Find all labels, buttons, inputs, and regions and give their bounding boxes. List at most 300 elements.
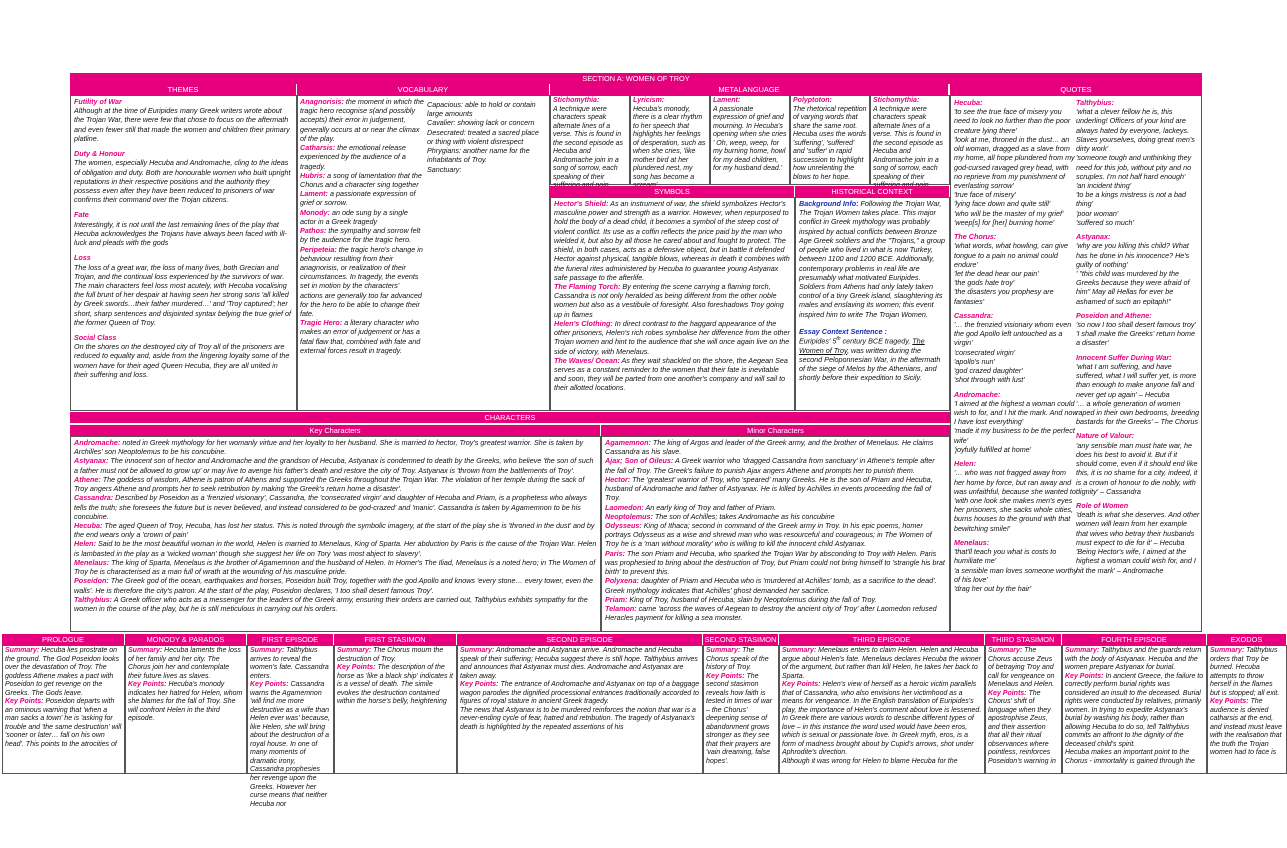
character-description: Described by Poseidon as a 'frenzied visionary', Cassandra, the 'consecrated virgin' and daughter of Hecuba and Priam, is a prophetess who always tells the truth; she foresees the future but is never believed, and instead considered to be god-crazed' and 'manic'. Cassandra is taken by Agamemnon to be his concubine. <box>74 493 587 521</box>
metalanguage-item <box>550 95 630 185</box>
theme-block <box>74 210 293 247</box>
episode-summary <box>128 647 244 681</box>
character-description: The aged Queen of Troy, Hecuba, has lost her status. This is noted through the symbolic imagery, at the start of the play she is 'throned in the dust' and by the end wears only a 'crown of pain' <box>74 520 595 540</box>
vocab-word: Cavalier: showing lack or concern <box>427 118 535 128</box>
episode-summary <box>1065 647 1204 673</box>
character-description: King of Troy, husband of Hecuba; slain by Neoptolemus during the fall of Troy. <box>627 594 877 604</box>
episode-panel <box>985 645 1062 774</box>
theme-block <box>74 97 293 143</box>
character-name: Ajax; Son of Oileus: <box>605 456 674 466</box>
episode-header: EXODOS <box>1207 634 1286 645</box>
vocab-word: Desecrated: treated a sacred place or thing with violent disrespect <box>427 127 539 146</box>
background-info-label: Background Info: <box>799 199 859 208</box>
quote-speaker: Role of Women <box>1076 500 1129 510</box>
character-name: Agamemnon: <box>605 438 651 447</box>
quote-speaker: Andromache: <box>954 389 1001 399</box>
themes-panel <box>70 95 297 411</box>
quote-line: ' "this child was murdered by the Greeks because they were afraid of him" May all Hellas for ever be ashamed of such an epitaph!" <box>1076 268 1190 306</box>
quote-line: 'who will be the master of my grief' <box>954 208 1064 218</box>
character-description: King of Ithaca; second in command of the Greek army in Troy. In his epic poems, homer portrays Odysseus as a wise and shrewd man who was resourceful and courageous; in The Women of Troy he is a 'man without morality' who is willing to kill the innocent child Astyanax. <box>605 520 932 549</box>
minor-characters-panel <box>601 436 950 632</box>
episode-summary <box>1210 647 1284 698</box>
vocab-definition: the tragic hero's change in behaviour resulting from their anagnorisis, or realization of their circumstances. In tragedy, the events set in motion by the characters' actions are generally too far advanced for the hero to be able to change their fate. <box>300 244 423 319</box>
metalanguage-term: Stichomythia: <box>553 97 600 104</box>
episode-panel <box>2 645 125 774</box>
quote-line: 'suffered so much' <box>1076 217 1134 227</box>
episode-key-points <box>706 673 776 767</box>
metalanguage-item <box>790 95 870 185</box>
symbols-header: SYMBOLS <box>550 186 794 197</box>
symbol-term: Hector's Shield: <box>554 199 609 208</box>
character-entry <box>74 475 597 493</box>
quote-group <box>1076 311 1200 348</box>
character-name: Andromache: <box>74 438 121 447</box>
character-entry <box>605 503 946 512</box>
character-entry <box>605 595 946 604</box>
theme-title: Futility of War <box>74 97 122 106</box>
symbol-text: By entering the scene carrying a flaming torch, Cassandra is not only heralded as being different from the other noble women but also as a vestibule of foresight. Also foreshadows Troy going up in flames <box>554 281 784 319</box>
episode-header: MONODY & PARADOS <box>125 634 246 645</box>
vocab-definition: a song of lamentation that the Chorus and a character sing together <box>300 170 422 189</box>
key-points-text: The Chorus' shift of language when they apostrophise Zeus, and their assertion that all their ritual observances where pointless, reinforces Poseidon's warning in <box>988 689 1056 765</box>
theme-block <box>74 149 293 204</box>
character-description: An early king of Troy and father of Priam. <box>643 502 776 512</box>
summary-text: Talthybius and the guards return with the body of Astyanax. Hecuba and the women prepare Astyanax for burial. <box>1065 647 1202 672</box>
vocab-entry <box>300 171 424 189</box>
quote-group <box>1076 431 1200 496</box>
characters-header: CHARACTERS <box>70 412 950 423</box>
character-description: A Greek warrior who 'dragged Cassandra from sanctuary' in Athene's temple after the fall of Troy. The Greek's failure to punish Ajax angers Athene and prompts her to punish them. <box>605 456 935 475</box>
vocab-right-list <box>427 100 547 400</box>
quote-group <box>1076 353 1200 427</box>
symbol-term: The Waves/ Ocean: <box>554 355 620 365</box>
quote-line: 'poor woman' <box>1076 208 1119 218</box>
quote-line: 'the gods hate troy' <box>954 278 1015 288</box>
character-name: Astyanax: <box>74 456 109 466</box>
key-points-label: Key Points: <box>782 681 821 689</box>
symbol-text: As they wait shackled on the shore, the Aegean Sea serves as a constant reminder to the women that their fate is inevitable and soon, they will be parted from one another's company and will sail to their allotted locations. <box>554 355 788 393</box>
metalanguage-definition: Hecuba's monody, there is a clear rhythm to her speech that highlights her feelings of desperation, such as when she cries, 'like mother bird at her plundered nest, my song has become a <box>633 105 706 181</box>
character-name: Talthybius: <box>74 594 113 604</box>
key-points-text: The entrance of Andromache and Astyanax on top of a baggage wagon parodies the dignified processional entrances traditionally accorded to figures of royal stature in ancient Greek tragedy. <box>460 681 700 706</box>
vocab-definition: a passionate expression of grief or sorrow. <box>300 189 416 208</box>
theme-title: Fate <box>74 210 89 220</box>
character-entry <box>74 558 597 576</box>
symbol-entry <box>554 199 791 282</box>
quote-group <box>954 538 1078 593</box>
character-description: came 'across the waves of Aegean to destroy the ancient city of Troy' after Laomedon refused Heracles payment for killing a sea monster. <box>605 603 937 623</box>
symbol-entry <box>554 319 791 356</box>
character-description: The innocent son of hector and Andromache and the grandson of Hecuba, Astyanax is condemned to death by the Greeks, who believe 'the son of such a father must not be allowed to grow up' or may live to avenge his father's death and restore the city of Troy. Astyanax is 'thrown from the battlements of Troy'. <box>74 456 594 475</box>
key-points-text: Helen's view of herself as a heroic victim parallels that of Cassandra, who also envisions her victimhood as a means for vengeance. In the English translation of Euripides's play, the importance of Helen's comment about love is lessened. In Greek there are various words to describe different types of love – in this instance the word used would have been eros, which is sexual or passionate love. In Greek myth, eros, is a form of madness brought about by Cupid's arrows, shot under Aphrodite's direction. <box>782 681 982 757</box>
quote-speaker: Astyanax: <box>1076 232 1111 242</box>
episode-panel <box>247 645 334 808</box>
vocab-entry <box>300 189 424 207</box>
quote-line: 'weep[s] for [her] burning home' <box>954 217 1055 227</box>
character-description: The king of Sparta, Menelaus is the brother of Agamemnon and the husband of Helen. In Homer's The Iliad, Menelaus is a noted hero; in The Women of Troy he is characterised as a man full of wrath at the wounding of his masculine pride. <box>74 557 596 577</box>
character-name: Telamon: <box>605 603 637 613</box>
metalanguage-term: Polyptoton: <box>793 97 832 104</box>
summary-text: Andromache and Astyanax arrive. Andromache and Hecuba speak of their suffering; Hecuba suggest there is still hope. Talthybius arrives and announces that Astyanax must dies. Andromache and Astyanax are taken away. <box>460 647 698 680</box>
character-name: Laomedon: <box>605 502 644 512</box>
metalanguage-header: METALANGUAGE <box>550 84 948 95</box>
episode-summary <box>706 647 776 673</box>
section-title: SECTION A: WOMEN OF TROY <box>70 73 1202 84</box>
episode-header: SECOND EPISODE <box>457 634 702 645</box>
episode-key-points <box>1210 698 1284 758</box>
theme-text: Although at the time of Euripides many Greek writers wrote about the Trojan War, there were few that chose to focus on the aftermath and even fewer still that made the women and children their primary platline. <box>74 106 290 143</box>
essay-context-label: Essay Context Sentence : <box>799 326 887 336</box>
summary-text: Hecuba laments the loss of her family and her city. The Chorus join her and contemplate their future lives as slaves. <box>128 647 241 680</box>
metalanguage-item <box>870 95 950 185</box>
episode-key-points <box>128 681 244 724</box>
vocab-term: Tragic Hero: <box>300 318 343 328</box>
quote-line: 'to be a kings mistress is not a bad thing' <box>1076 190 1187 209</box>
vocab-entry <box>300 143 424 171</box>
character-name: Hector: <box>605 474 631 484</box>
character-entry <box>605 521 946 549</box>
minor-characters-header: Minor Characters <box>601 425 950 436</box>
essay-context-text: Euripides' 5th century BCE tragedy, The Women of Troy, was written during the second Peloponnesian War, in the aftermath of the siege of Melos by the Athenians, and shortly before their expedition to Sicily. <box>799 336 941 383</box>
quotes-right-list <box>1076 98 1200 630</box>
episode-summary <box>250 647 331 681</box>
summary-text: The Chorus accuse Zeus of betraying Troy and call for vengeance on Menelaus and Helen. <box>988 647 1055 689</box>
symbol-term: Helen's Clothing: <box>554 318 613 328</box>
quote-group <box>954 98 1078 227</box>
episode-panel <box>1062 645 1207 774</box>
character-description: The Greek god of the ocean, earthquakes and horses, Poseidon built Troy, together with the god Apollo and knows 'every stone… every tower, even the walls'. He is therefore the city's patron. At the start of the play, Poseidon declares, 'I too shall desert famous Troy'. <box>74 576 594 595</box>
quote-speaker: Cassandra: <box>954 310 994 320</box>
symbols-panel <box>550 197 795 411</box>
quote-line: 'I aimed at the highest a woman could wish to for, and I hit the mark. And now I have lost everything' <box>954 398 1078 427</box>
quote-speaker: Hecuba: <box>954 98 983 107</box>
episode-panel <box>779 645 985 774</box>
quote-line: '… the frenzied visionary whom even the god Apollo left untouched as a virgin' <box>954 320 1072 348</box>
character-description: Said to be the most beautiful woman in the world, Helen is married to Menelaus, King of Sparta. Her abduction by Paris is the cause of the Trojan War. Helen is lambasted in the play as a 'wicked woman' though she suggest her life on Tory 'was most abject to slavery'. <box>74 539 597 558</box>
quote-line: 'so now I too shall desert famous troy' <box>1076 320 1196 330</box>
key-points-text: Cassandra warns the Agamemnon 'will find me more destructive as a wife than Helen ever was' because, like Helen, she will bring about the destruction of a royal house. In one of many moments of dramatic irony, Cassandra prophesies her revenge upon the Greeks. However her curse means that neither Hecuba nor <box>250 681 330 808</box>
key-points-label: Key Points: <box>128 681 167 689</box>
quote-line: 'the disasters you prophesy are fantasies' <box>954 287 1054 306</box>
episode-panel <box>125 645 247 774</box>
vocab-left-list <box>300 97 424 409</box>
episode-header: THIRD STASIMON <box>985 634 1061 645</box>
vocab-definition: the moment in which the tragic hero recognise s(and possibly accepts) their error in judgement, generally occurs at or near the climax of the play. <box>300 97 424 143</box>
historical-header: HISTORICAL CONTEXT <box>795 186 949 197</box>
character-description: daughter of Priam and Hecuba who is 'murdered at Achilles' tomb, as a sacrifice to the dead'. Greek mythology indicates that Achilles' ghost demanded her sacrifice. <box>605 576 937 595</box>
theme-text: The women, especially Hecuba and Andromache, cling to the ideas of obligation and duty. Both are honourable women who built upright reputations in their respective positions and the authority they possess even after they have been reduced to prisoners of war confirms their command over the Trojan citizens. <box>74 158 291 205</box>
background-info-text: Following the Trojan War, The Trojan Women takes place. This major conflict in Greek mythology was probably inspired by actual conflicts between Bronze Age Greek soldiers and the "Trojans," a group of people who lived in what is now Turkey, between 1100 and 1200 BCE. Additionally, contemporary problems in real life are presumably what motivated Euripides. Soldiers from Athens had only lately taken control of a tiny Greek island, slaughtering its males and enslaving its women; this event inspired him to write The Trojan Women. <box>799 199 946 319</box>
quote-group <box>954 311 1078 385</box>
quote-group <box>1076 501 1200 575</box>
summary-label: Summary: <box>337 647 372 654</box>
character-entry <box>605 604 946 622</box>
vocab-term: Anagnorisis: <box>300 97 344 106</box>
quote-line: 'consecrated virgin' <box>954 347 1016 357</box>
quote-line: 'an incident thing' <box>1076 180 1132 190</box>
summary-text: Talthybius orders that Troy be burned. Hecuba attempts to throw herself in the flames but is stopped; all exit. <box>1210 647 1280 697</box>
symbol-term: The Flaming Torch: <box>554 281 621 291</box>
summary-label: Summary: <box>460 647 495 654</box>
episode-panel <box>457 645 703 774</box>
episode-summary <box>5 647 122 698</box>
character-description: The 'greatest' warrior of Troy, who 'speared' many Greeks. He is the son of Priam and Hecuba, husband of Andromache and father of Astyanax. He is killed by Achilles in events proceeding the fall of Troy. <box>605 474 933 503</box>
quote-group <box>954 390 1078 455</box>
vocab-term: Hubris: <box>300 170 326 180</box>
character-name: Helen: <box>74 539 96 549</box>
key-points-text: Poseidon departs with an ominous warning that 'when a man sacks a town' he is 'asking for trouble and 'the same destruction' will 'sooner or later… fall on his own head'. This points to the atrocities of <box>5 698 122 748</box>
character-name: Odysseus: <box>605 520 642 530</box>
quote-line: 'look at me, throned in the dust… an old woman, dragged as a slave from my home, all hope plundered from my god-cursed ravaged grey head, with no reprieve from my punishment of everlasting sorrow' <box>954 134 1075 190</box>
quote-speaker: Innocent Suffer During War: <box>1076 352 1172 362</box>
quote-speaker: Menelaus: <box>954 537 990 547</box>
quote-line: 'made it my business to be the perfect wife' <box>954 426 1075 445</box>
quote-speaker: Talthybius: <box>1076 98 1115 107</box>
quote-group <box>1076 98 1200 227</box>
metalanguage-panel <box>550 95 950 185</box>
summary-label: Summary: <box>988 647 1023 654</box>
episode-header: THIRD EPISODE <box>779 634 984 645</box>
summary-label: Summary: <box>1065 647 1100 654</box>
summary-text: Hecuba lies prostrate on the ground. The God Poseidon looks over the devastation of Troy. The goddess Athene makes a pact with Poseidon to get revenge on the Greeks. The Gods leave. <box>5 647 120 697</box>
vocabulary-panel <box>297 95 550 411</box>
symbol-entry <box>554 356 791 393</box>
quote-line: '… who was not fragged away from her home by force, but ran away and was unfaithful, because she wanted to' <box>954 468 1078 496</box>
character-description: The son Priam and Hecuba, who sparked the Trojan War by absconding to Troy with Helen. Paris was prophesied to bring about the destruction of Troy, but Priam could not bring himself to 'strangle his brat birth' to prevent this. <box>605 548 945 577</box>
episode-header: SECOND STASIMON <box>704 635 777 644</box>
quote-group <box>954 459 1078 533</box>
quote-line: 'what words, what howling, can give tongue to a pain no animal could endure' <box>954 241 1069 269</box>
character-entry <box>605 576 946 594</box>
episode-panel <box>1207 645 1287 774</box>
themes-header: THEMES <box>70 84 296 95</box>
quote-line: '… a whole generation of women raped in their own bedrooms, breeding bastards for the Greeks' – The Chorus <box>1076 398 1200 427</box>
quote-line: 'that'll teach you what is costs to humiliate me' <box>954 547 1057 566</box>
character-entry <box>74 456 597 474</box>
vocab-definition: an ode sung by a single actor in a Greek tragedy <box>300 207 408 226</box>
character-description: noted in Greek mythology for her womanly virtue and her loyalty to her husband. She is married to hector, Troy's greatest warrior. She is taken by Archilles' son Neoptolemus to be his concubine. <box>74 438 584 457</box>
vocab-term: Catharsis: <box>300 143 336 153</box>
character-entry <box>605 549 946 577</box>
key-points-label: Key Points: <box>337 664 376 672</box>
episode-summary <box>988 647 1059 690</box>
summary-text: Talthybius arrives to reveal the women's fate. Cassandra enters. <box>250 647 329 680</box>
episode-key-points <box>337 664 454 707</box>
character-name: Cassandra: <box>74 493 114 503</box>
symbol-text: In direct contrast to the haggard appearance of the other prisoners, Helen's rich robes symbolise her difference from the other Trojan women and hint to the audience that she will once again live on the side of victory, with Menelaus. <box>554 318 790 356</box>
vocab-entry <box>300 318 424 355</box>
summary-text: The Chorus mourn the destruction of Troy. <box>337 647 444 663</box>
episode-summary <box>460 647 700 681</box>
vocab-term: Pathos: <box>300 226 327 236</box>
vocab-term: Monody: <box>300 207 330 217</box>
character-name: Poseidon: <box>74 576 109 586</box>
historical-panel <box>795 197 950 411</box>
character-entry <box>605 438 946 456</box>
vocab-entry <box>300 245 424 319</box>
quote-line: 'to see the true face of misery you need to look no further than the poor creature lying there' <box>954 107 1071 135</box>
summary-text: The Chorus speak of the history of Troy. <box>706 647 769 672</box>
episode-panel <box>703 645 779 774</box>
metalanguage-definition: The rhetorical repetition of varying words that share the same root. Hecuba uses the words 'suffering', 'suffered' and 'suffer' in rapid succession to highlight how unrelenting the blows to her hope. <box>793 105 867 181</box>
quote-line: 'shot through with lust' <box>954 375 1025 385</box>
summary-label: Summary: <box>5 647 40 654</box>
key-characters-panel <box>70 436 601 632</box>
character-entry <box>74 438 597 456</box>
symbol-entry <box>554 282 791 319</box>
theme-text: On the shores on the destroyed city of Troy all of the prisoners are reduced to equality and, aside from the lingering loyalty some of the women have for their aged Queen Hecuba, they are all united in their suffering and loss. <box>74 342 290 379</box>
episode-summary <box>337 647 454 664</box>
quotes-header: QUOTES <box>950 84 1202 95</box>
metalanguage-term: Lament: <box>713 97 741 104</box>
episode-key-points <box>1065 673 1204 750</box>
episode-header: FIRST STASIMON <box>334 634 456 645</box>
character-name: Menelaus: <box>74 557 110 567</box>
quote-speaker: Helen: <box>954 459 976 469</box>
metalanguage-definition: A technique were characters speak alternate lines of a verse. This is found in the second episode as Hecuba and Andromache join in a song of sorrow, each speaking of their <box>873 105 944 181</box>
vocab-term: Peripeteia: <box>300 244 337 254</box>
metalanguage-item <box>710 95 790 185</box>
key-points-text: In ancient Greece, the failure to correctly perform burial rights was considered an insult to the deceased. Burial rights were conducted by relatives, primarily women. In trying to expedite Astyanax's burial by washing his body, rather than allowing Hecuba to do so, tell Talthybius commits an affront to the dignity of the deceased child's spirit. <box>1065 672 1204 748</box>
character-entry <box>74 595 597 613</box>
character-entry <box>605 475 946 503</box>
character-description: The goddess of wisdom, Athene is patron of Athens and supported the Greeks throughout the Trojan War. The violation of her temple during the sack of Troy angers Athene and prompts her to seek retribution by making 'the Greek's return home a disaster'. <box>74 474 585 494</box>
episode-header: PROLOGUE <box>2 634 124 645</box>
theme-text: Interestingly, it is not until the last remaining lines of the play that Hecuba acknowledges the Trojans have always been faced with ill-luck and pleads with the gods <box>74 219 287 248</box>
key-points-text: Hecuba's monody indicates her hatred for Helen, whom she blames for the fall of Troy. She will confront Helen in the third episode. <box>128 681 243 723</box>
character-name: Athene: <box>74 474 101 484</box>
character-entry <box>605 456 946 474</box>
character-name: Paris: <box>605 548 625 558</box>
quotes-left-list <box>954 98 1078 630</box>
quote-group <box>1076 232 1200 306</box>
quote-line: 'apollo's nun' <box>954 356 995 366</box>
episode-header: FIRST EPISODE <box>247 634 333 645</box>
character-entry <box>74 521 597 539</box>
episode-key-points <box>460 681 700 707</box>
quote-line: 'a sensible man loves someone worthy of his love' <box>954 565 1078 584</box>
quote-line: 'Being Hector's wife, I aimed at the highest a woman could wish for, and I hit the mark' – Andromache <box>1076 547 1196 575</box>
character-name: Priam: <box>605 594 628 604</box>
quote-line: 'someone tough and unthinking they need for this job, without pity and no scruples. I'm not half hard enough' <box>1076 153 1192 181</box>
key-points-text: The description of the horse as 'like a black ship' indicates it is a vessel of death. The simile evokes the destruction contained within the horse's belly, heightening <box>337 664 453 706</box>
quote-line: 'lying face down and quite still' <box>954 199 1051 209</box>
character-name: Hecuba: <box>74 520 103 530</box>
quote-line: 'death is what she deserves. And other women will learn from her example that wives who betray their husbands must expect to die for it' – Hecuba <box>1076 510 1200 547</box>
key-characters-header: Key Characters <box>70 425 600 436</box>
vocab-word: Phrygians: another name for the inhabitants of Troy. <box>427 146 530 165</box>
vocab-definition: the emotional release experienced by the audience of a tragedy. <box>300 143 406 171</box>
vocab-entry <box>300 208 424 226</box>
vocab-definition: a literary character who makes an error of judgement or has a fatal flaw that, combined with fate and external forces result in tragedy. <box>300 318 421 355</box>
episode-panel <box>334 645 457 774</box>
quotes-panel <box>950 95 1202 632</box>
symbol-text: As an instrument of war, the shield symbolizes Hector's masculine power and strength as a warrior. However, when repurposed to hold the body of a dead child, it becomes a symbol of the steep cost of violent conflict. Its use as a coffin reflects the price paid by the man who wielded it, but also by all those he cared about and fought to protect. The shield, in both cases, acts as a defensive object, but in battle it defended Hector against physical, tangible blows, whereas in death it combines with the funeral rites administered by Hecuba to guarantee young Astyanax safe passage to the afterlife. <box>554 199 790 282</box>
vocab-word: Capacious: able to hold or contain large amounts <box>427 100 536 119</box>
character-name: Neoptolemus: <box>605 511 653 521</box>
summary-label: Summary: <box>706 647 741 654</box>
vocab-word: Sanctuary: <box>427 164 462 174</box>
character-name: Polyxena: <box>605 576 639 586</box>
episode-key-points <box>250 681 331 809</box>
character-description: A Greek officer who acts as a messenger for the leaders of the Greek army, ensuring their orders are carried out, Talthybius exhibits sympathy for the women in the course of the play, but he is still meticulous in carrying out his orders. <box>74 594 588 613</box>
quote-line: 'let the dead hear our pain' <box>954 268 1039 278</box>
quote-line: 'god crazed daughter' <box>954 366 1023 376</box>
vocabulary-header: VOCABULARY <box>297 84 549 95</box>
quote-line: 'what I am suffering, and have suffered, what I will suffer yet, is more than enough to make anyone fall and never get up again' – Hecuba <box>1076 361 1197 399</box>
key-points-label: Key Points: <box>460 681 499 689</box>
episode-extra: Hecuba makes an important point to the Chorus - immortality is gained through the <box>1065 749 1195 765</box>
key-points-label: Key Points: <box>1065 672 1104 680</box>
character-description: The king of Argos and leader of the Greek army, and the brother of Menelaus. He claims Cassandra as his slave. <box>605 438 934 457</box>
episode-key-points <box>5 698 122 749</box>
quote-line: 'I shall make the Greeks' return home a disaster' <box>1076 329 1195 348</box>
key-points-label: Key Points: <box>988 689 1027 697</box>
character-description: The son of Achilles; takes Andromache as his concubine <box>652 511 835 521</box>
metalanguage-term: Lyricism: <box>633 97 665 104</box>
key-points-label: Key Points: <box>1210 698 1249 706</box>
summary-label: Summary: <box>128 647 163 654</box>
episode-extra: Although it was wrong for Helen to blame Hecuba for the <box>782 757 958 765</box>
key-points-text: The audience is denied catharsis at the end, and instead must leave with the realisation that the truth the Trojan women had to face is <box>1210 698 1282 757</box>
character-entry <box>74 493 597 521</box>
key-points-label: Key Points: <box>706 672 745 680</box>
episode-header: FOURTH EPISODE <box>1062 634 1206 645</box>
theme-block <box>74 253 293 327</box>
theme-title: Loss <box>74 253 91 263</box>
metalanguage-definition: A passionate expression of grief and mourning. In Hecuba's opening when she cries ' Oh, weep, weep, for my burning home, howl for my dead children, for my husband dead.' <box>713 105 787 173</box>
metalanguage-item <box>630 95 710 185</box>
metalanguage-term: Stichomythia: <box>873 97 920 104</box>
vocab-entry <box>300 226 424 244</box>
character-entry <box>605 512 946 521</box>
quote-speaker: Nature of Valour: <box>1076 431 1135 441</box>
quote-line: 'drag her out by the hair' <box>954 583 1032 593</box>
key-points-label: Key Points: <box>5 698 44 706</box>
quote-group <box>954 232 1078 306</box>
summary-label: Summary: <box>1210 647 1245 654</box>
themes-list <box>74 97 293 379</box>
episode-key-points <box>782 681 982 758</box>
quote-line: 'any sensible man must hate war, he does his best to avoid it. But if it should come, even if it should end like this, it is no shame for a city, indeed, it is a crown of honour to die nobly, with dignity' – Cassandra <box>1076 440 1198 496</box>
quote-line: 'true face of misery' <box>954 190 1016 200</box>
theme-block <box>74 333 293 379</box>
character-entry <box>74 576 597 594</box>
summary-label: Summary: <box>250 647 285 654</box>
episode-extra: The news that Astyanax is to be murdered reinforces the notion that war is a never-ending cycle of fear, hatred and retribution. The tragedy of Astyanax's death is highlighted by the repeated assertions of his <box>460 706 696 731</box>
summary-text: Menelaus enters to claim Helen. Helen and Hecuba argue about Helen's fate. Menelaus declares Hecuba the winner of the argument, but rather than kill Helen, he takes her back to Sparta. <box>782 647 982 680</box>
vocab-entry <box>300 97 424 143</box>
summary-label: Summary: <box>782 647 817 654</box>
vocab-term: Lament: <box>300 189 328 199</box>
episodes-strip <box>2 634 1282 808</box>
quote-line: 'with one look she makes men's eyes her prisoners, she sacks whole cities, burns houses to the ground with that bewitching smile!' <box>954 495 1074 533</box>
metalanguage-definition: A technique were characters speak alternate lines of a verse. This is found in the second episode as Hecuba and Andromache join in a song of sorrow, each speaking of their <box>553 105 624 181</box>
theme-text: The loss of a great war, the loss of many lives, both Grecian and Trojan, and the continual loss experienced by the survivors of war. The main characters feel loss most acutely, with Hecuba vocalising the full brunt of her despair at having seen her strong sons 'all killed by Greek swords…their father murdered…' and 'Troy captured'; her short, sharp sentences and disjointed syntax belying the true grief of the former Queen of Troy. <box>74 262 291 327</box>
quote-speaker: The Chorus: <box>954 232 997 242</box>
episode-summary <box>782 647 982 681</box>
quote-line: 'what a clever fellow he is, this underling! Officers of your kind are always hated by everyone, lackeys. Slaves yourselves, doing great men's dirty work' <box>1076 107 1195 154</box>
key-points-label: Key Points: <box>250 681 289 689</box>
theme-title: Duty & Honour <box>74 149 125 159</box>
quote-line: 'joyfully fulfilled at home' <box>954 444 1032 454</box>
character-entry <box>74 539 597 557</box>
key-points-text: The second stasimon reveals how faith is tested in times of war – the Chorus' deepening sense of abandonment grows stronger as they see that their prayers are 'vain dreaming, false hopes'. <box>706 672 773 765</box>
vocab-definition: the sympathy and sorrow felt by the audience for the tragic hero. <box>300 226 421 245</box>
quote-speaker: Poseidon and Athene: <box>1076 310 1152 320</box>
theme-title: Social Class <box>74 333 117 343</box>
episode-key-points <box>988 690 1059 767</box>
